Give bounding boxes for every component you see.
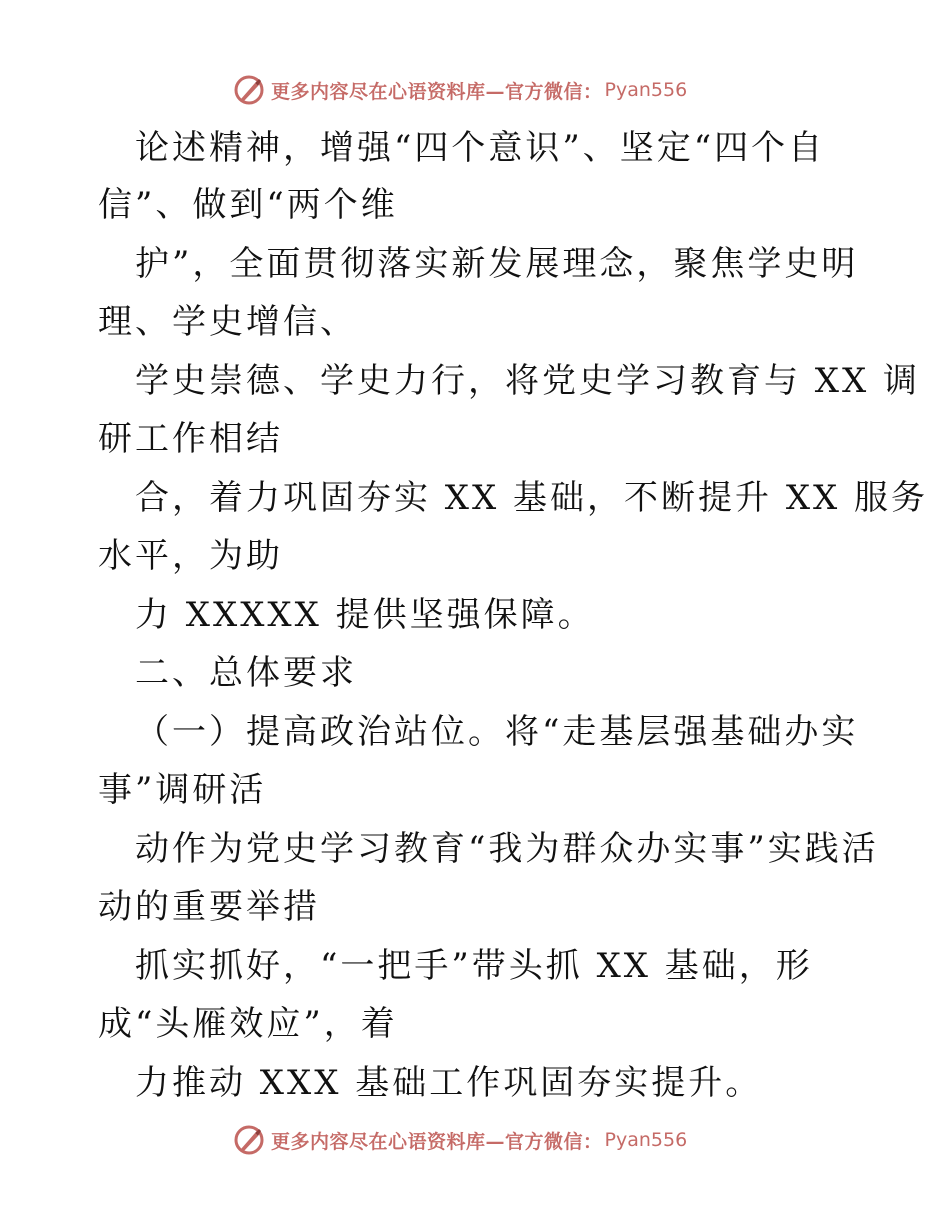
paragraph-line: 动作为党史学习教育“我为群众办实事”实践活 [135, 829, 879, 869]
watermark-text: 更多内容尽在心语资料库—官方微信： [271, 1130, 603, 1153]
paragraph-line: 论述精神，增强“四个意识”、坚定“四个自 [135, 128, 826, 168]
paragraph-line: 合，着力巩固夯实 XX 基础，不断提升 XX 服务 [135, 478, 929, 518]
paragraph-line: 事”调研活 [98, 770, 267, 810]
pen-circle-logo-icon [233, 1124, 265, 1156]
watermark-footer [233, 1122, 687, 1158]
paragraph-line: 力 XXXXX 提供坚强保障。 [135, 595, 595, 635]
paragraph-line: 护”，全面贯彻落实新发展理念，聚焦学史明 [135, 244, 859, 284]
paragraph-line: 信”、做到“两个维 [98, 185, 398, 225]
paragraph-line: 水平，为助 [98, 536, 283, 576]
paragraph-line: 动的重要举措 [98, 887, 320, 927]
paragraph-line: 抓实抓好，“一把手”带头抓 XX 基础，形 [135, 946, 813, 986]
watermark-text: 更多内容尽在心语资料库—官方微信： [271, 80, 603, 103]
paragraph-line: 研工作相结 [98, 419, 283, 459]
paragraph-line: （一）提高政治站位。将“走基层强基础办实 [135, 712, 859, 752]
paragraph-line: 力推动 XXX 基础工作巩固夯实提升。 [135, 1063, 763, 1103]
section-heading: 二、总体要求 [135, 653, 357, 693]
paragraph-line: 理、学史增信、 [98, 302, 357, 342]
watermark-wechat-id: Pyan556 [604, 1129, 688, 1151]
paragraph-line: 学史崇德、学史力行，将党史学习教育与 XX 调 [135, 361, 921, 401]
watermark-header [233, 72, 687, 108]
pen-circle-logo-icon [233, 74, 265, 106]
paragraph-line: 成“头雁效应”，着 [98, 1004, 398, 1044]
watermark-wechat-id: Pyan556 [604, 79, 688, 101]
